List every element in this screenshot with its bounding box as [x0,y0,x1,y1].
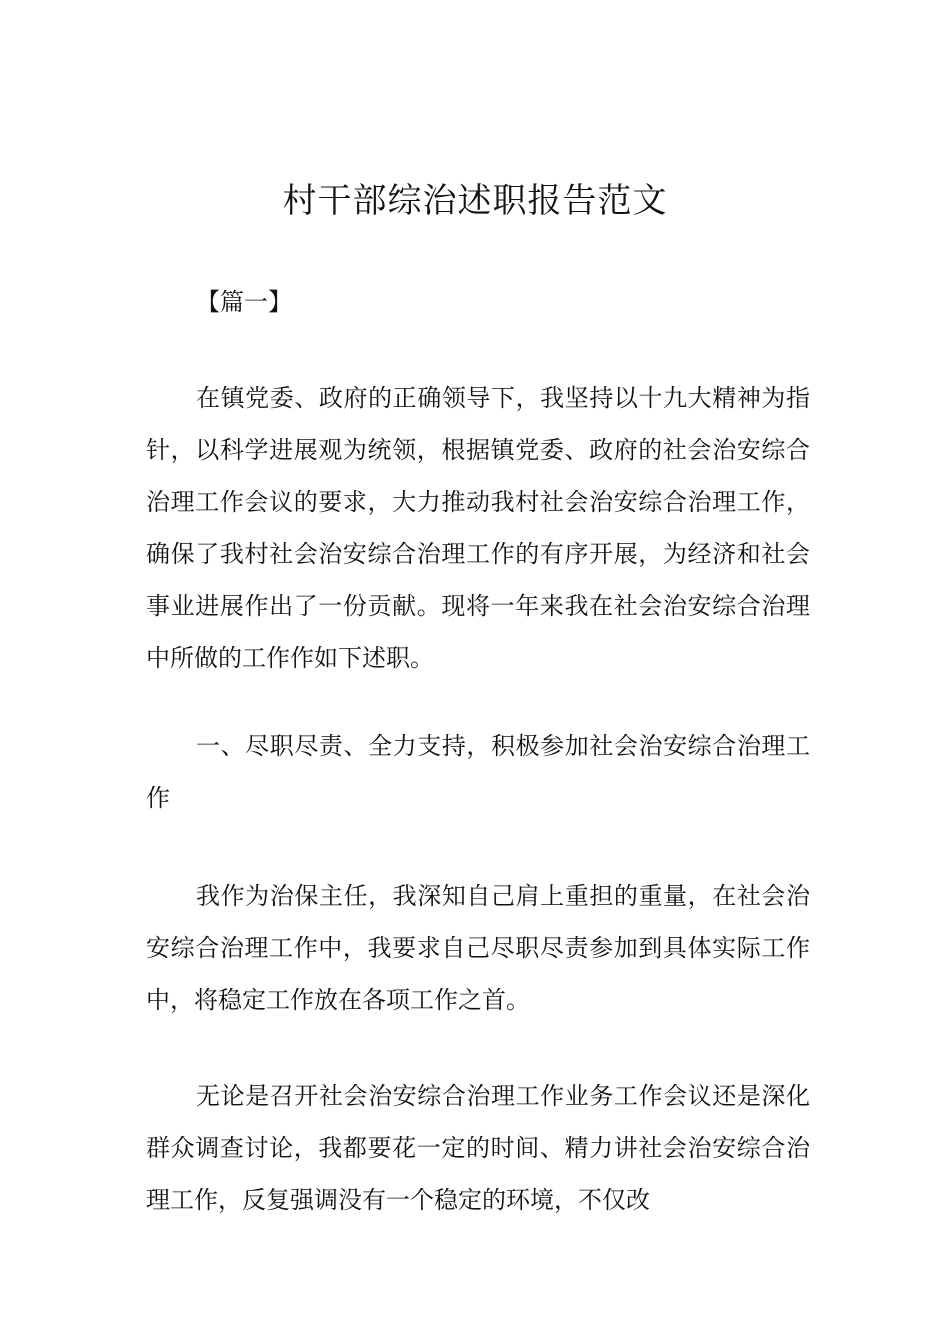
paragraph-intro: 在镇党委、政府的正确领导下，我坚持以十九大精神为指针，以科学进展观为统领，根据镇党委、政府的社会治安综合治理工作会议的要求，大力推动我村社会治安综合治理工作，确保了我村社会治安综合治理工作的有序开展，为经济和社会事业进展作出了一份贡献。现将一年来我在社会治安综合治理中所做的工作作如下述职。 [146,384,810,672]
paragraph-duty: 我作为治保主任，我深知自己肩上重担的重量，在社会治安综合治理工作中，我要求自己尽职尽责参加到具体实际工作中，将稳定工作放在各项工作之首。 [146,882,810,1014]
paragraph-heading-one: 一、尽职尽责、全力支持，积极参加社会治安综合治理工作 [146,732,810,812]
section-label: 【篇一】 [196,288,292,316]
document-title: 村干部综治述职报告范文 [282,181,668,221]
paragraph-meetings: 无论是召开社会治安综合治理工作业务工作会议还是深化群众调查讨论，我都要花一定的时间、精力讲社会治安综合治理工作，反复强调没有一个稳定的环境，不仅改 [146,1082,810,1214]
